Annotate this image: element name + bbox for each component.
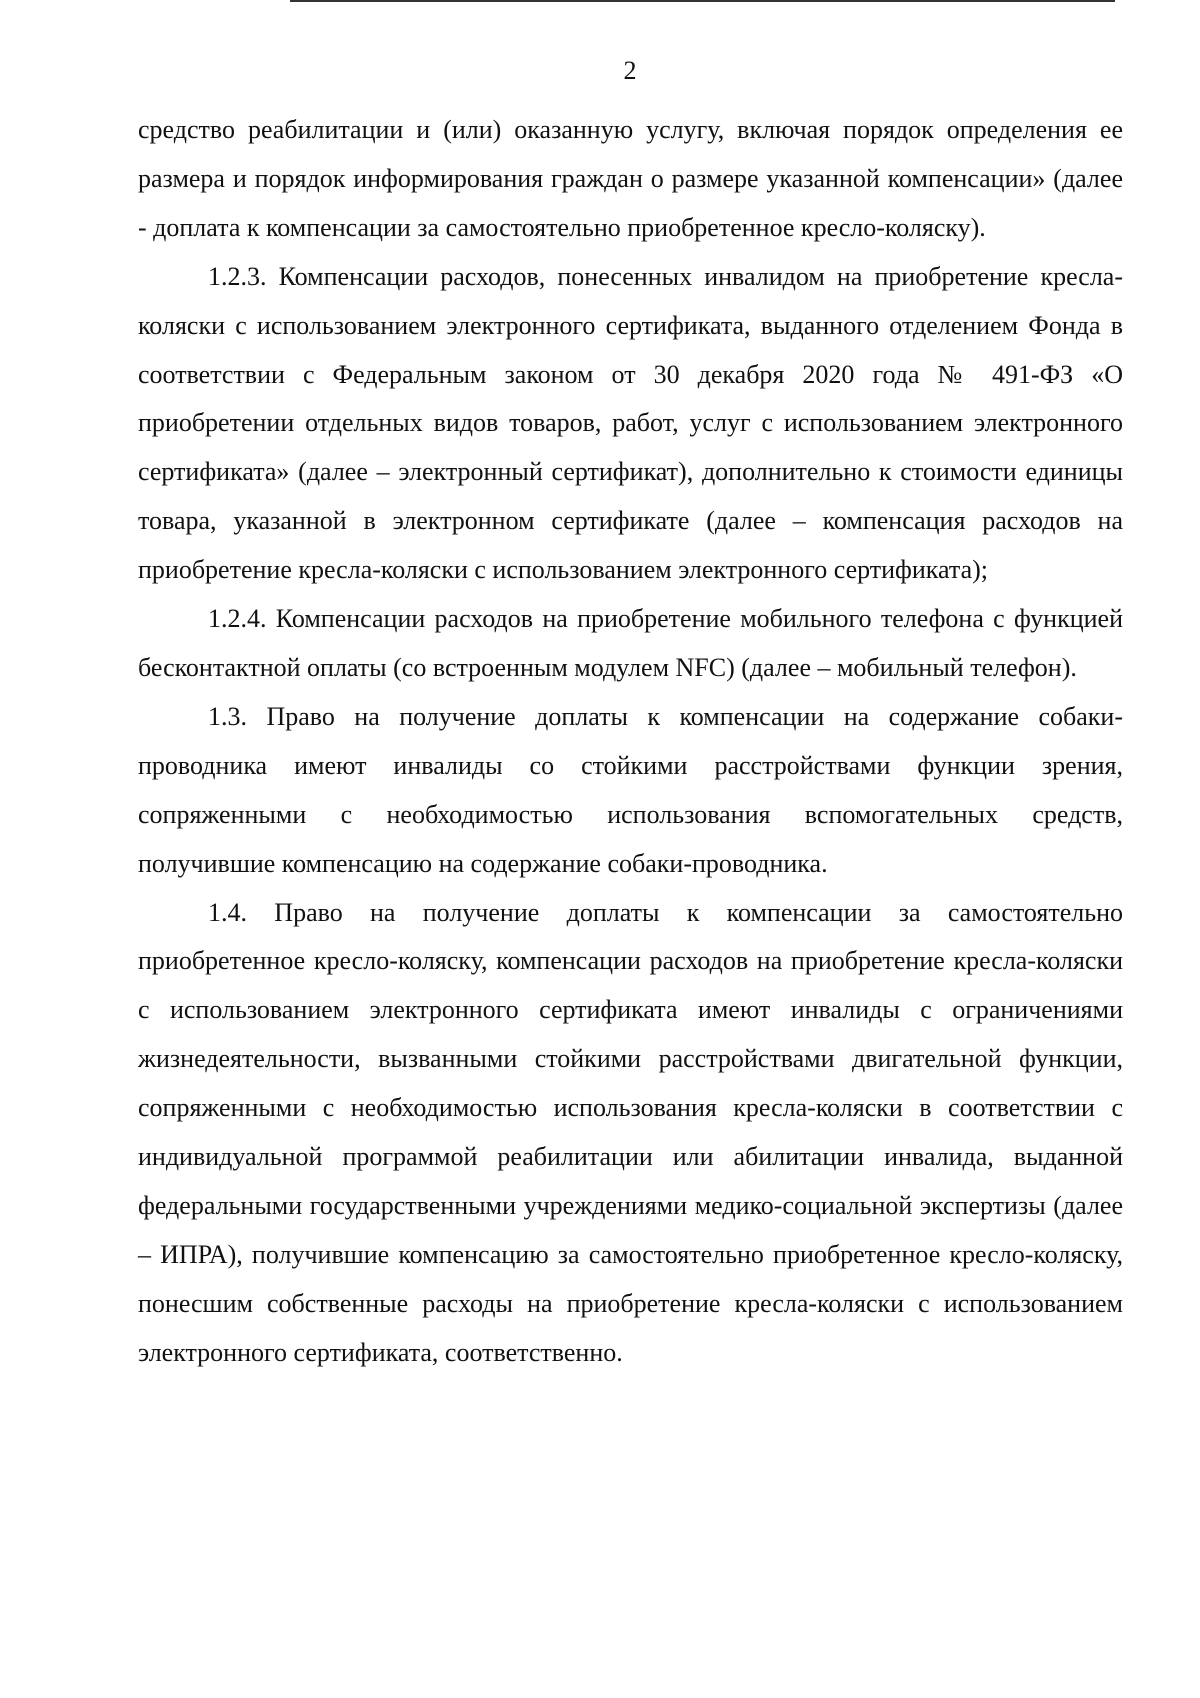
paragraph-continuation: средство реабилитации и (или) оказанную услугу, включая порядок определения ее размера и порядок информирования граждан о размере указанной компенсации» (далее - доплата к компенсации за самостоятельно приобретенное кресло-коляску).	[138, 115, 1123, 242]
page-number: 2	[623, 56, 637, 85]
paragraph-1-3: 1.3. Право на получение доплаты к компенсации на содержание собаки-проводника имеют инвалиды со стойкими расстройствами функции зрения, сопряженными с необходимостью использования вспомогательных средств, получившие компенсацию на содержание собаки-проводника.	[138, 701, 1123, 878]
document-body	[138, 106, 1123, 1378]
paragraph-1-4: 1.4. Право на получение доплаты к компенсации за самостоятельно приобретенное кресло-коляску, компенсации расходов на приобретение кресла-коляски с использованием электронного сертификата имеют инвалиды с ограничениями жизнедеятельности, вызванными стойкими расстройствами двигательной функции, сопряженными с необходимостью использования кресла-коляски в соответствии с индивидуальной программой реабилитации или абилитации инвалида, выданной федеральными государственными учреждениями медико-социальной экспертизы (далее – ИПРА), получившие компенсацию за самостоятельно приобретенное кресло-коляску, понесшим собственные расходы на приобретение кресла-коляски с использованием электронного сертификата, соответственно.	[138, 897, 1123, 1367]
paragraph-1-2-4: 1.2.4. Компенсации расходов на приобретение мобильного телефона с функцией бесконтактной оплаты (со встроенным модулем NFC) (далее – мобильный телефон).	[138, 604, 1123, 682]
top-scan-rule	[290, 0, 1115, 2]
paragraph-1-2-3: 1.2.3. Компенсации расходов, понесенных инвалидом на приобретение кресла-коляски с использованием электронного сертификата, выданного отделением Фонда в соответствии с Федеральным законом от 30 декабря 2020 года № 491-ФЗ «О приобретении отдельных видов товаров, работ, услуг с использованием электронного сертификата» (далее – электронный сертификат), дополнительно к стоимости единицы товара, указанной в электронном сертификате (далее – компенсация расходов на приобретение кресла-коляски с использованием электронного сертификата);	[138, 261, 1123, 585]
